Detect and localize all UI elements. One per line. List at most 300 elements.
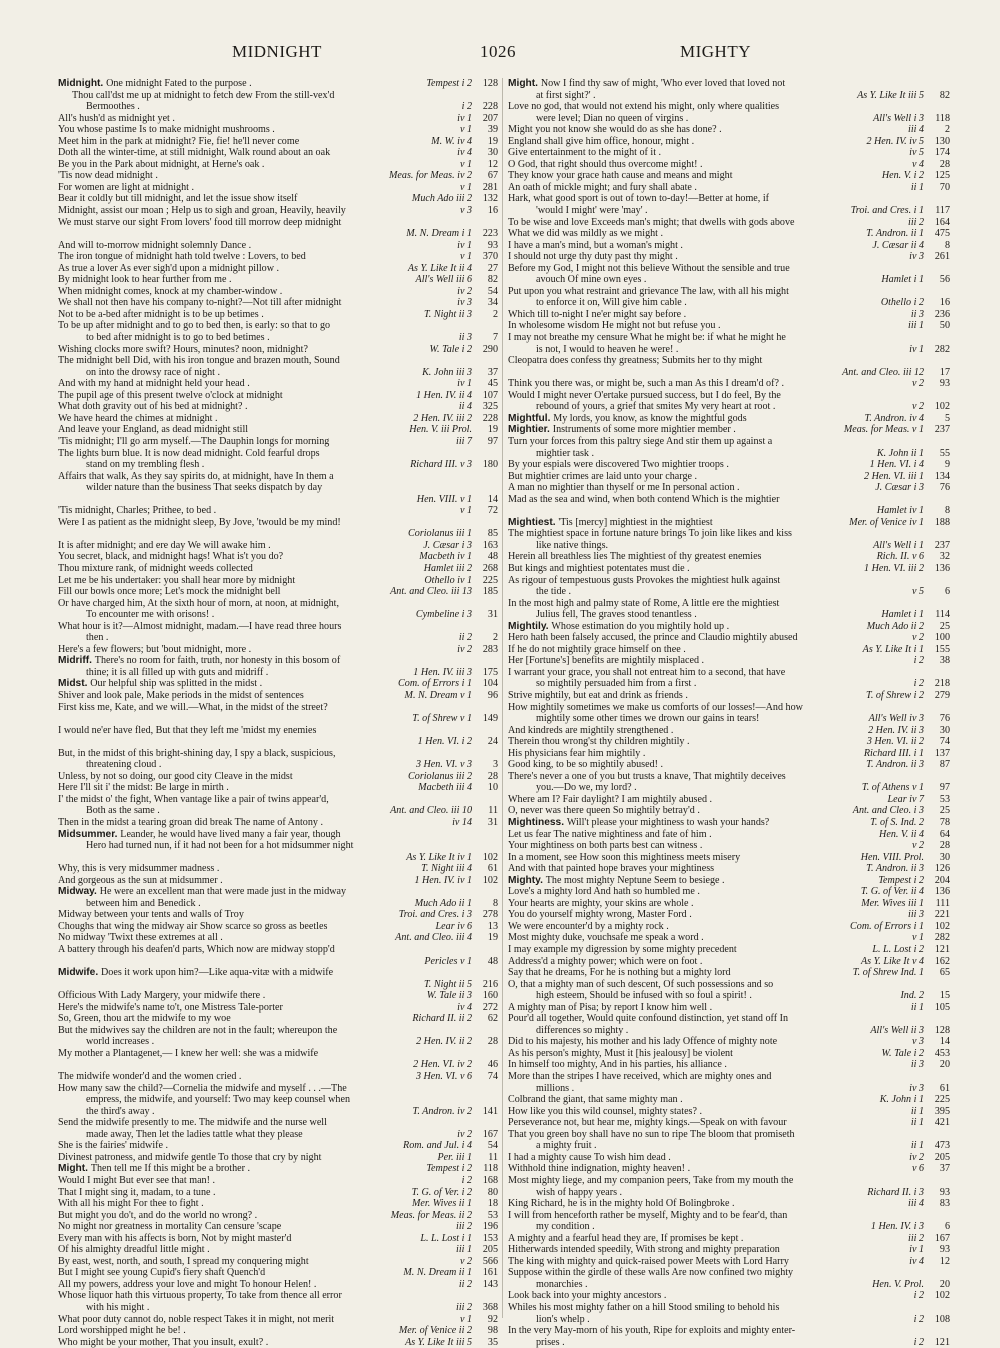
line-number: 204 xyxy=(934,874,950,886)
act-scene: Hamlet iv 1 xyxy=(876,505,924,517)
quotation: A mighty man of Pisa; by report I know him well . xyxy=(508,1001,713,1013)
concordance-line xyxy=(508,782,950,794)
quotation: Midway between your tents and walls of Troy xyxy=(58,909,244,921)
act-scene: J. Cæsar i 3 xyxy=(423,539,472,551)
quotation: A man no mightier than thyself or me In personal action . xyxy=(508,482,740,494)
quotation-text xyxy=(508,956,890,968)
quotation-text xyxy=(58,690,438,702)
concordance-line xyxy=(58,1036,498,1048)
concordance-line xyxy=(58,713,498,725)
headword: Midnight. xyxy=(58,78,107,89)
quotation-text xyxy=(508,748,890,760)
concordance-line xyxy=(508,759,950,771)
act-scene: As Y. Like It v 4 xyxy=(861,955,924,967)
line-number: 20 xyxy=(939,1059,950,1071)
line-number: 31 xyxy=(487,609,498,621)
concordance-line xyxy=(58,1175,498,1187)
quotation: with his might . xyxy=(86,1301,150,1313)
play-reference xyxy=(410,459,498,471)
quotation: That I might sing it, madam, to a tune . xyxy=(58,1186,216,1198)
quotation-text xyxy=(86,332,438,344)
concordance-line xyxy=(58,101,498,113)
act-scene: Mer. of Venice ii 2 xyxy=(398,1325,472,1337)
play-reference xyxy=(427,990,498,1002)
act-scene: 1 Hen. IV. iii 3 xyxy=(413,666,472,678)
concordance-line xyxy=(58,113,498,125)
line-number: 55 xyxy=(939,447,950,459)
line-number: 368 xyxy=(482,1301,498,1313)
act-scene: As Y. Like It ii 4 xyxy=(407,262,472,274)
act-scene: Richard III. i 1 xyxy=(863,747,924,759)
concordance-line xyxy=(508,736,950,748)
quotation: First kiss me, Kate, and we will.—What, in the midst of the street? xyxy=(58,701,328,713)
line-number: 16 xyxy=(939,297,950,309)
quotation-text xyxy=(58,817,438,829)
quotation-text xyxy=(58,124,438,136)
play-reference xyxy=(408,771,498,783)
concordance-line xyxy=(508,124,950,136)
quotation-text xyxy=(58,1267,438,1279)
quotation: 'Tis midnight; I'll go arm myself.—The Dauphin longs for morning xyxy=(58,435,330,447)
concordance-line xyxy=(508,459,950,471)
concordance-line xyxy=(58,494,498,506)
quotation-text xyxy=(86,609,438,621)
headword: Midst. xyxy=(58,678,91,690)
quotation: thine; it is all filled up with guts and midriff . xyxy=(86,666,269,678)
play-reference xyxy=(417,494,498,506)
quotation: It is after midnight; and ere day We will awake him . xyxy=(58,539,271,551)
act-scene: iii 2 xyxy=(456,1301,472,1313)
quotation: So, Green, thou art the midwife to my woe xyxy=(58,1013,231,1025)
play-reference xyxy=(912,1036,950,1048)
line-number: 18 xyxy=(487,1198,498,1210)
line-number: 2 xyxy=(492,308,498,320)
line-number: 237 xyxy=(934,539,950,551)
play-reference xyxy=(424,979,498,991)
quotation-text xyxy=(58,78,438,90)
quotation: Cleopatra does confess thy greatness; Submits her to thy might xyxy=(508,355,763,367)
quotation: A mighty and a fearful head they are, If promises be kept . xyxy=(508,1232,744,1244)
play-reference xyxy=(431,136,498,148)
concordance-line xyxy=(508,90,950,102)
act-scene: ii 1 xyxy=(910,1001,924,1013)
quotation: And leave your England, as dead midnight still xyxy=(58,424,249,436)
quotation-text xyxy=(508,598,890,610)
act-scene: iii 4 xyxy=(908,124,924,136)
play-reference xyxy=(389,170,498,182)
act-scene: As Y. Like It iii 5 xyxy=(857,89,924,101)
quotation: 'Tis now dead midnight . xyxy=(58,170,158,182)
line-number: 54 xyxy=(487,1140,498,1152)
quotation-text xyxy=(508,690,890,702)
quotation-text xyxy=(536,113,890,125)
line-number: 279 xyxy=(934,689,950,701)
running-head-left: MIDNIGHT xyxy=(232,42,322,61)
quotation: How mightily sometimes we make us comforts of our losses!—And how xyxy=(508,701,803,713)
concordance-line xyxy=(508,644,950,656)
play-reference xyxy=(853,967,950,979)
play-reference xyxy=(912,1163,950,1175)
quotation-text xyxy=(508,459,890,471)
quotation: Say that he dreams, For he is nothing but a mighty lord xyxy=(508,967,731,979)
play-reference xyxy=(412,1198,498,1210)
concordance-line xyxy=(58,1325,498,1337)
play-reference xyxy=(844,424,950,436)
concordance-line xyxy=(58,482,498,494)
concordance-line xyxy=(508,667,950,679)
act-scene: As Y. Like It iv 1 xyxy=(406,851,472,863)
concordance-line xyxy=(508,448,950,460)
quotation-text xyxy=(536,1337,890,1348)
play-reference xyxy=(877,551,950,563)
concordance-line xyxy=(508,159,950,171)
quotation-text xyxy=(58,771,438,783)
play-reference xyxy=(452,817,498,829)
quotation: An oath of mickle might; and fury shall abate . xyxy=(508,181,697,193)
headword: Mightiness. xyxy=(508,817,567,828)
quotation: Bear it coldly but till midnight, and let the issue show itself xyxy=(58,193,298,205)
quotation: then . xyxy=(86,632,109,644)
concordance-line xyxy=(58,956,498,968)
quotation: Thou call'dst me up at midnight to fetch dew From the still-vex'd xyxy=(72,89,335,101)
quotation-text xyxy=(536,205,890,217)
play-reference xyxy=(424,309,498,321)
concordance-line xyxy=(58,205,498,217)
act-scene: iv 2 xyxy=(457,643,472,655)
quotation: Turn your forces from this paltry siege And stir them up against a xyxy=(508,435,773,447)
line-number: 566 xyxy=(482,1255,498,1267)
act-scene: T. of Athens v 1 xyxy=(861,782,924,794)
quotation: My mother a Plantagenet,— I knew her well: she was a midwife xyxy=(58,1047,319,1059)
line-number: 61 xyxy=(487,863,498,875)
quotation-text xyxy=(58,1221,438,1233)
play-reference xyxy=(909,344,950,356)
line-number: 93 xyxy=(487,239,498,251)
line-number: 221 xyxy=(934,909,950,921)
play-reference xyxy=(882,170,950,182)
concordance-line xyxy=(508,690,950,702)
concordance-line xyxy=(508,471,950,483)
quotation-text xyxy=(508,124,890,136)
act-scene: M. N. Dream ii 1 xyxy=(403,1267,472,1279)
line-number: 114 xyxy=(935,609,950,621)
line-number: 421 xyxy=(934,1117,950,1129)
act-scene: T. Night iii 4 xyxy=(421,863,472,875)
act-scene: K. John ii 1 xyxy=(876,447,924,459)
concordance-line xyxy=(58,678,498,690)
play-reference xyxy=(406,852,498,864)
play-reference xyxy=(403,1267,498,1279)
quotation-text xyxy=(508,979,890,991)
concordance-line xyxy=(508,413,950,425)
play-reference xyxy=(912,932,950,944)
quotation-text xyxy=(508,1256,890,1268)
quotation: Mad as the sea and wind, when both contend Which is the mightier xyxy=(508,493,780,505)
act-scene: Hamlet i 1 xyxy=(881,609,924,621)
play-reference xyxy=(870,817,950,829)
act-scene: iv 2 xyxy=(457,1128,472,1140)
concordance-line xyxy=(508,863,950,875)
concordance-line xyxy=(58,967,498,979)
quotation: By east, west, north, and south, I spread my conquering might xyxy=(58,1255,309,1267)
quotation-text xyxy=(86,1036,438,1048)
play-reference xyxy=(914,655,950,667)
line-number: 168 xyxy=(482,1174,498,1186)
play-reference xyxy=(911,1059,950,1071)
play-reference xyxy=(842,367,950,379)
concordance-line xyxy=(508,286,950,298)
quotation-text xyxy=(58,551,438,563)
act-scene: iv 4 xyxy=(457,147,472,159)
quotation: England shall give him office, honour, might . xyxy=(508,135,695,147)
play-reference xyxy=(909,1083,950,1095)
quotation: Therein thou wrong'st thy children mightily . xyxy=(508,736,690,748)
quotation-text xyxy=(58,424,438,436)
line-number: 53 xyxy=(487,1209,498,1221)
quotation-text xyxy=(58,1325,438,1337)
headword: Midriff. xyxy=(58,655,95,667)
concordance-line xyxy=(508,494,950,506)
line-number: 100 xyxy=(934,632,950,644)
quotation: Her [Fortune's] benefits are mightily misplaced . xyxy=(508,655,705,667)
play-reference xyxy=(881,609,950,621)
act-scene: 1 Hen. VI. i 4 xyxy=(869,459,924,471)
quotation: By midnight look to hear further from me . xyxy=(58,274,232,286)
concordance-line xyxy=(58,1244,498,1256)
concordance-line xyxy=(508,990,950,1002)
quotation: We were encounter'd by a mighty rock . xyxy=(508,920,669,932)
quotation-text xyxy=(508,355,890,367)
concordance-line xyxy=(58,979,498,991)
quotation-text xyxy=(508,1048,890,1060)
line-number: 121 xyxy=(934,944,950,956)
play-reference xyxy=(871,1221,950,1233)
concordance-line xyxy=(508,1048,950,1060)
play-reference xyxy=(420,1233,498,1245)
line-number: 34 xyxy=(487,297,498,309)
quotation: What doth gravity out of his bed at midnight? . xyxy=(58,401,248,413)
concordance-line xyxy=(58,297,498,309)
line-number: 30 xyxy=(487,147,498,159)
line-number: 19 xyxy=(487,424,498,436)
act-scene: 2 Hen. IV. iv 5 xyxy=(866,135,924,147)
concordance-line xyxy=(508,563,950,575)
play-reference xyxy=(460,251,498,263)
quotation: 'Tis [mercy] mightiest in the mightiest xyxy=(558,516,713,528)
concordance-line xyxy=(58,909,498,921)
quotation: Doth all the winter-time, at still midnight, Walk round about an oak xyxy=(58,147,331,159)
quotation: I warrant your grace, you shall not entreat him to a second, that have xyxy=(508,666,786,678)
concordance-line xyxy=(58,759,498,771)
quotation: Not to be a-bed after midnight is to be up betimes . xyxy=(58,308,264,320)
concordance-line xyxy=(58,1233,498,1245)
concordance-line xyxy=(508,655,950,667)
quotation-text xyxy=(508,575,890,587)
quotation-text xyxy=(58,1198,438,1210)
act-scene: ii 3 xyxy=(458,332,472,344)
concordance-line xyxy=(58,1025,498,1037)
line-number: 10 xyxy=(487,782,498,794)
quotation: There's never a one of you but trusts a knave, That mightily deceives xyxy=(508,770,786,782)
concordance-line xyxy=(58,1059,498,1071)
line-number: 98 xyxy=(487,1325,498,1337)
concordance-line xyxy=(508,713,950,725)
line-number: 11 xyxy=(488,805,498,817)
quotation: Then tell me If this might be a brother . xyxy=(90,1163,251,1175)
quotation-text xyxy=(508,1244,890,1256)
concordance-line xyxy=(508,921,950,933)
line-number: 228 xyxy=(482,412,498,424)
quotation: Love's a mighty lord And hath so humbled me . xyxy=(508,886,700,898)
line-number: 207 xyxy=(482,112,498,124)
quotation-text xyxy=(86,632,438,644)
quotation-text xyxy=(508,1036,890,1048)
quotation: mightily some other times we drown our gains in tears! xyxy=(536,713,760,725)
concordance-line xyxy=(58,886,498,898)
line-number: 12 xyxy=(487,158,498,170)
concordance-line xyxy=(58,1198,498,1210)
quotation: Perseverance not, but hear me, mighty kings.—Speak on with favour xyxy=(508,1117,787,1129)
quotation: wilder nature than the business That seeks dispatch by day xyxy=(86,482,323,494)
act-scene: v 2 xyxy=(459,1255,472,1267)
concordance-line xyxy=(508,1337,950,1348)
quotation-text xyxy=(58,967,438,979)
play-reference xyxy=(909,251,950,263)
play-reference xyxy=(912,159,950,171)
act-scene: Tempest i 2 xyxy=(878,874,924,886)
concordance-line xyxy=(58,932,498,944)
quotation: In himself too mighty, And in his parties, his alliance . xyxy=(508,1059,727,1071)
line-number: 162 xyxy=(934,955,950,967)
play-reference xyxy=(413,413,498,425)
play-reference xyxy=(457,1002,498,1014)
act-scene: Pericles v 1 xyxy=(424,955,472,967)
quotation-text xyxy=(58,517,438,529)
play-reference xyxy=(870,459,950,471)
play-reference xyxy=(864,413,950,425)
quotation: Lord worshipped might he be! . xyxy=(58,1325,186,1337)
act-scene: Hen. VIII. Prol. xyxy=(860,851,924,863)
play-reference xyxy=(409,424,498,436)
concordance-line xyxy=(508,436,950,448)
act-scene: T. G. of Ver. ii 4 xyxy=(860,886,924,898)
line-number: 97 xyxy=(939,782,950,794)
quotation-text xyxy=(58,748,438,760)
play-reference xyxy=(867,1187,950,1199)
play-reference xyxy=(415,898,498,910)
line-number: 153 xyxy=(482,1232,498,1244)
quotation: The lights burn blue. It is now dead midnight. Cold fearful drops xyxy=(58,447,320,459)
act-scene: T. of Shrew i 2 xyxy=(865,689,924,701)
act-scene: T. Andron. ii 1 xyxy=(866,228,924,240)
play-reference xyxy=(412,193,498,205)
line-number: 82 xyxy=(939,89,950,101)
quotation: avouch Of mine own eyes . xyxy=(536,274,647,286)
line-number: 225 xyxy=(934,1094,950,1106)
play-reference xyxy=(403,1140,498,1152)
quotation: the tide . xyxy=(536,586,572,598)
quotation: Strive mightily, but eat and drink as friends . xyxy=(508,689,688,701)
quotation: Good king, to be so mightily abused! . xyxy=(508,759,664,771)
quotation-text xyxy=(86,840,438,852)
concordance-line xyxy=(508,528,950,540)
act-scene: Cymbeline i 3 xyxy=(415,609,472,621)
quotation: If he do not mightily grace himself on thee . xyxy=(508,643,686,655)
play-reference xyxy=(866,228,950,240)
line-number: 290 xyxy=(482,343,498,355)
play-reference xyxy=(416,274,498,286)
act-scene: iii 2 xyxy=(908,216,924,228)
act-scene: Ant. and Cleo. iii 12 xyxy=(842,366,924,378)
concordance-line xyxy=(58,217,498,229)
play-reference xyxy=(914,678,950,690)
play-reference xyxy=(866,759,950,771)
concordance-line xyxy=(58,517,498,529)
line-number: 167 xyxy=(934,1232,950,1244)
concordance-line xyxy=(508,540,950,552)
quotation-text xyxy=(58,1140,438,1152)
quotation-text xyxy=(536,344,890,356)
concordance-line xyxy=(508,1013,950,1025)
play-reference xyxy=(911,182,950,194)
quotation: How like you this wild counsel, mighty states? . xyxy=(508,1105,703,1117)
concordance-line xyxy=(508,205,950,217)
line-number: 108 xyxy=(934,1313,950,1325)
quotation: Look back into your mighty ancestors . xyxy=(508,1290,667,1302)
quotation: my condition . xyxy=(536,1221,595,1233)
concordance-line xyxy=(508,886,950,898)
quotation: Why, this is very midsummer madness . xyxy=(58,863,220,875)
quotation-text xyxy=(58,344,438,356)
play-reference xyxy=(399,909,498,921)
concordance-line xyxy=(58,286,498,298)
quotation: Here I'll sit i' the midst: Be large in mirth . xyxy=(58,782,229,794)
quotation-text xyxy=(508,1163,890,1175)
quotation: to bed after midnight is to go to bed betimes . xyxy=(86,332,270,344)
quotation-text xyxy=(58,921,438,933)
play-reference xyxy=(912,378,950,390)
quotation: wish of happy years . xyxy=(536,1186,623,1198)
act-scene: Much Ado ii 1 xyxy=(414,897,472,909)
line-number: 136 xyxy=(934,886,950,898)
quotation: No might nor greatness in mortality Can censure 'scape xyxy=(58,1221,282,1233)
quotation: Here's a few flowers; but 'bout midnight, more . xyxy=(58,643,252,655)
line-number: 74 xyxy=(939,736,950,748)
concordance-line xyxy=(508,621,950,633)
act-scene: Hen. V. i 2 xyxy=(881,170,924,182)
quotation-text xyxy=(58,147,438,159)
quotation: Colbrand the giant, that same mighty man . xyxy=(508,1094,683,1106)
concordance-line xyxy=(508,217,950,229)
concordance-line xyxy=(508,344,950,356)
line-number: 128 xyxy=(934,1024,950,1036)
play-reference xyxy=(881,274,950,286)
act-scene: Meas. for Meas. v 1 xyxy=(843,424,924,436)
act-scene: 1 Hen. IV. ii 4 xyxy=(416,389,472,401)
quotation: Before my God, I might not this believe Without the sensible and true xyxy=(508,262,790,274)
quotation: In the most high and palmy state of Rome, A little ere the mightiest xyxy=(508,597,780,609)
concordance-line xyxy=(508,632,950,644)
quotation: The pupil age of this present twelve o'clock at midnight xyxy=(58,389,283,401)
concordance-line xyxy=(58,448,498,460)
concordance-line xyxy=(58,378,498,390)
concordance-line xyxy=(508,1106,950,1118)
headword: Mightier. xyxy=(508,424,553,436)
line-number: 126 xyxy=(934,863,950,875)
act-scene: iv 5 xyxy=(909,147,924,159)
quotation-text xyxy=(536,448,890,460)
quotation-text xyxy=(508,78,890,90)
